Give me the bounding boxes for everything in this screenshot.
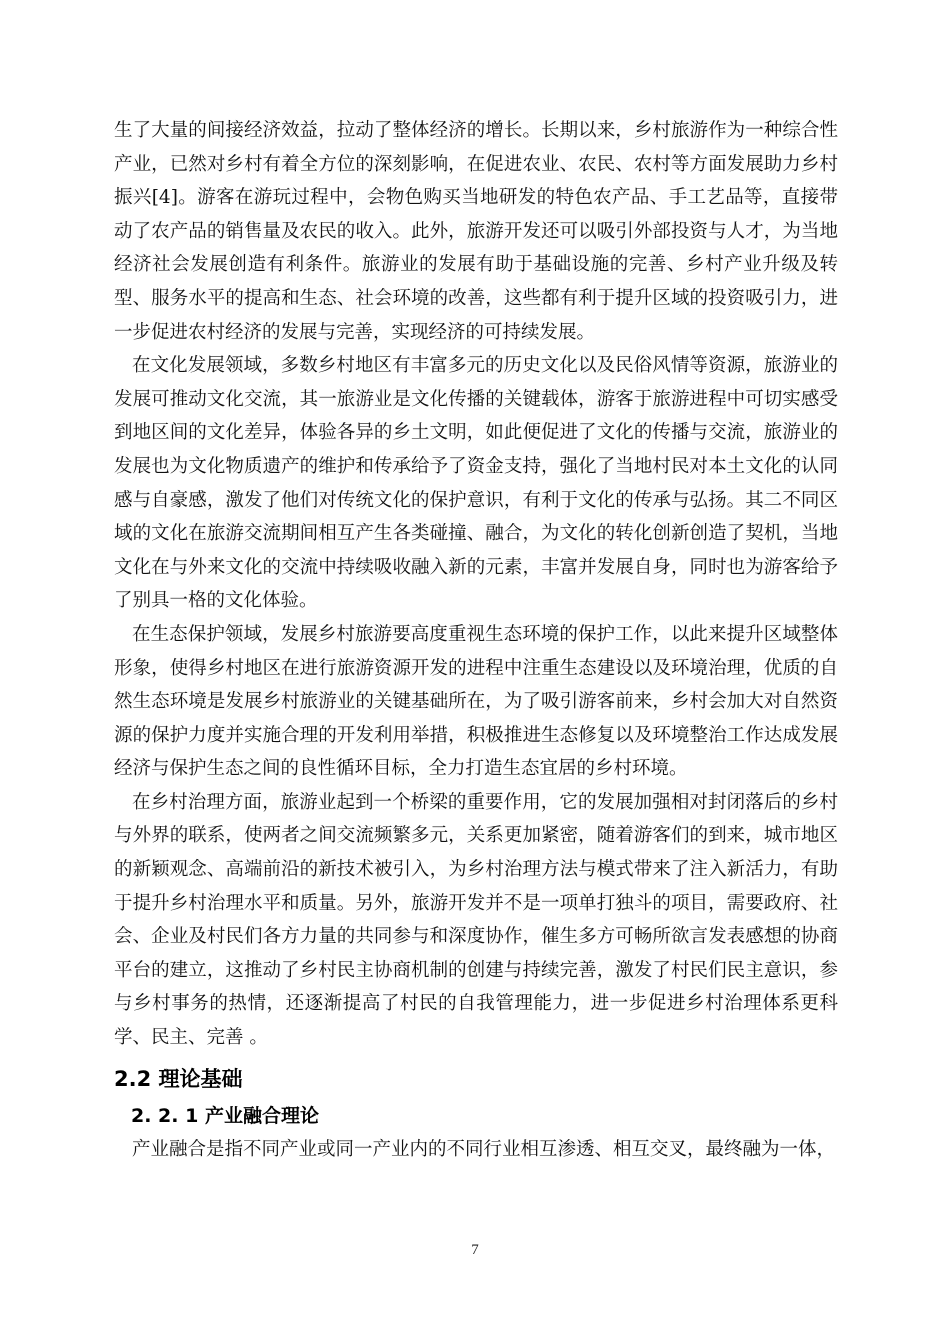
body-paragraph-culture: 在文化发展领域，多数乡村地区有丰富多元的历史文化以及民俗风情等资源，旅游业的发展可推动文化交流，其一旅游业是文化传播的关键载体，游客于旅游进程中可切实感受到地区间的文化差异，体验各异的乡土文明，如此便促进了文化的传播与交流，旅游业的发展也为文化物质遗产的维护和传承给予了资金支持，强化了当地村民对本土文化的认同感与自豪感，激发了他们对传统文化的保护意识，有利于文化的传承与弘扬。其二不同区域的文化在旅游交流期间相互产生各类碰撞、融合，为文化的转化创新创造了契机，当地文化在与外来文化的交流中持续吸收融入新的元素，丰富并发展自身，同时也为游客给予了别具一格的文化体验。 xyxy=(114,355,838,612)
page-body xyxy=(114,114,838,1166)
page-number: 7 xyxy=(471,1242,479,1258)
body-paragraph-ecology: 在生态保护领域，发展乡村旅游要高度重视生态环境的保护工作，以此来提升区域整体形象，使得乡村地区在进行旅游资源开发的进程中注重生态建设以及环境治理，优质的自然生态环境是发展乡村旅游业的关键基础所在，为了吸引游客前来，乡村会加大对自然资源的保护力度并实施合理的开发利用举措，积极推进生态修复以及环境整治工作达成发展经济与保护生态之间的良性循环目标，全力打造生态宜居的乡村环境。 xyxy=(114,623,838,780)
body-paragraph-economy: 生了大量的间接经济效益，拉动了整体经济的增长。长期以来，乡村旅游作为一种综合性产业，已然对乡村有着全方位的深刻影响，在促进农业、农民、农村等方面发展助力乡村振兴[4]。游客在游玩过程中，会物色购买当地研发的特色农产品、手工艺品等，直接带动了农产品的销售量及农民的收入。此外，旅游开发还可以吸引外部投资与人才，为当地经济社会发展创造有利条件。旅游业的发展有助于基础设施的完善、乡村产业升级及转型、服务水平的提高和生态、社会环境的改善，这些都有利于提升区域的投资吸引力，进一步促进农村经济的发展与完善，实现经济的可持续发展。 xyxy=(114,120,838,343)
section-heading: 2.2 理论基础 xyxy=(114,1066,243,1091)
body-paragraph-governance: 在乡村治理方面，旅游业起到一个桥梁的重要作用，它的发展加强相对封闭落后的乡村与外界的联系，使两者之间交流频繁多元，关系更加紧密，随着游客们的到来，城市地区的新颖观念、高端前沿的新技术被引入，为乡村治理方法与模式带来了注入新活力，有助于提升乡村治理水平和质量。另外，旅游开发并不是一项单打独斗的项目，需要政府、社会、企业及村民们各方力量的共同参与和深度协作，催生多方可畅所欲言发表感想的协商平台的建立，这推动了乡村民主协商机制的创建与持续完善，激发了村民们民主意识，参与乡村事务的热情，还逐渐提高了村民的自我管理能力，进一步促进乡村治理体系更科学、民主、完善 。 xyxy=(114,791,838,1049)
subsection-heading: 2. 2. 1 产业融合理论 xyxy=(131,1104,319,1127)
body-paragraph-industry-fusion: 产业融合是指不同产业或同一产业内的不同行业相互渗透、相互交叉，最终融为一体， xyxy=(132,1138,836,1160)
